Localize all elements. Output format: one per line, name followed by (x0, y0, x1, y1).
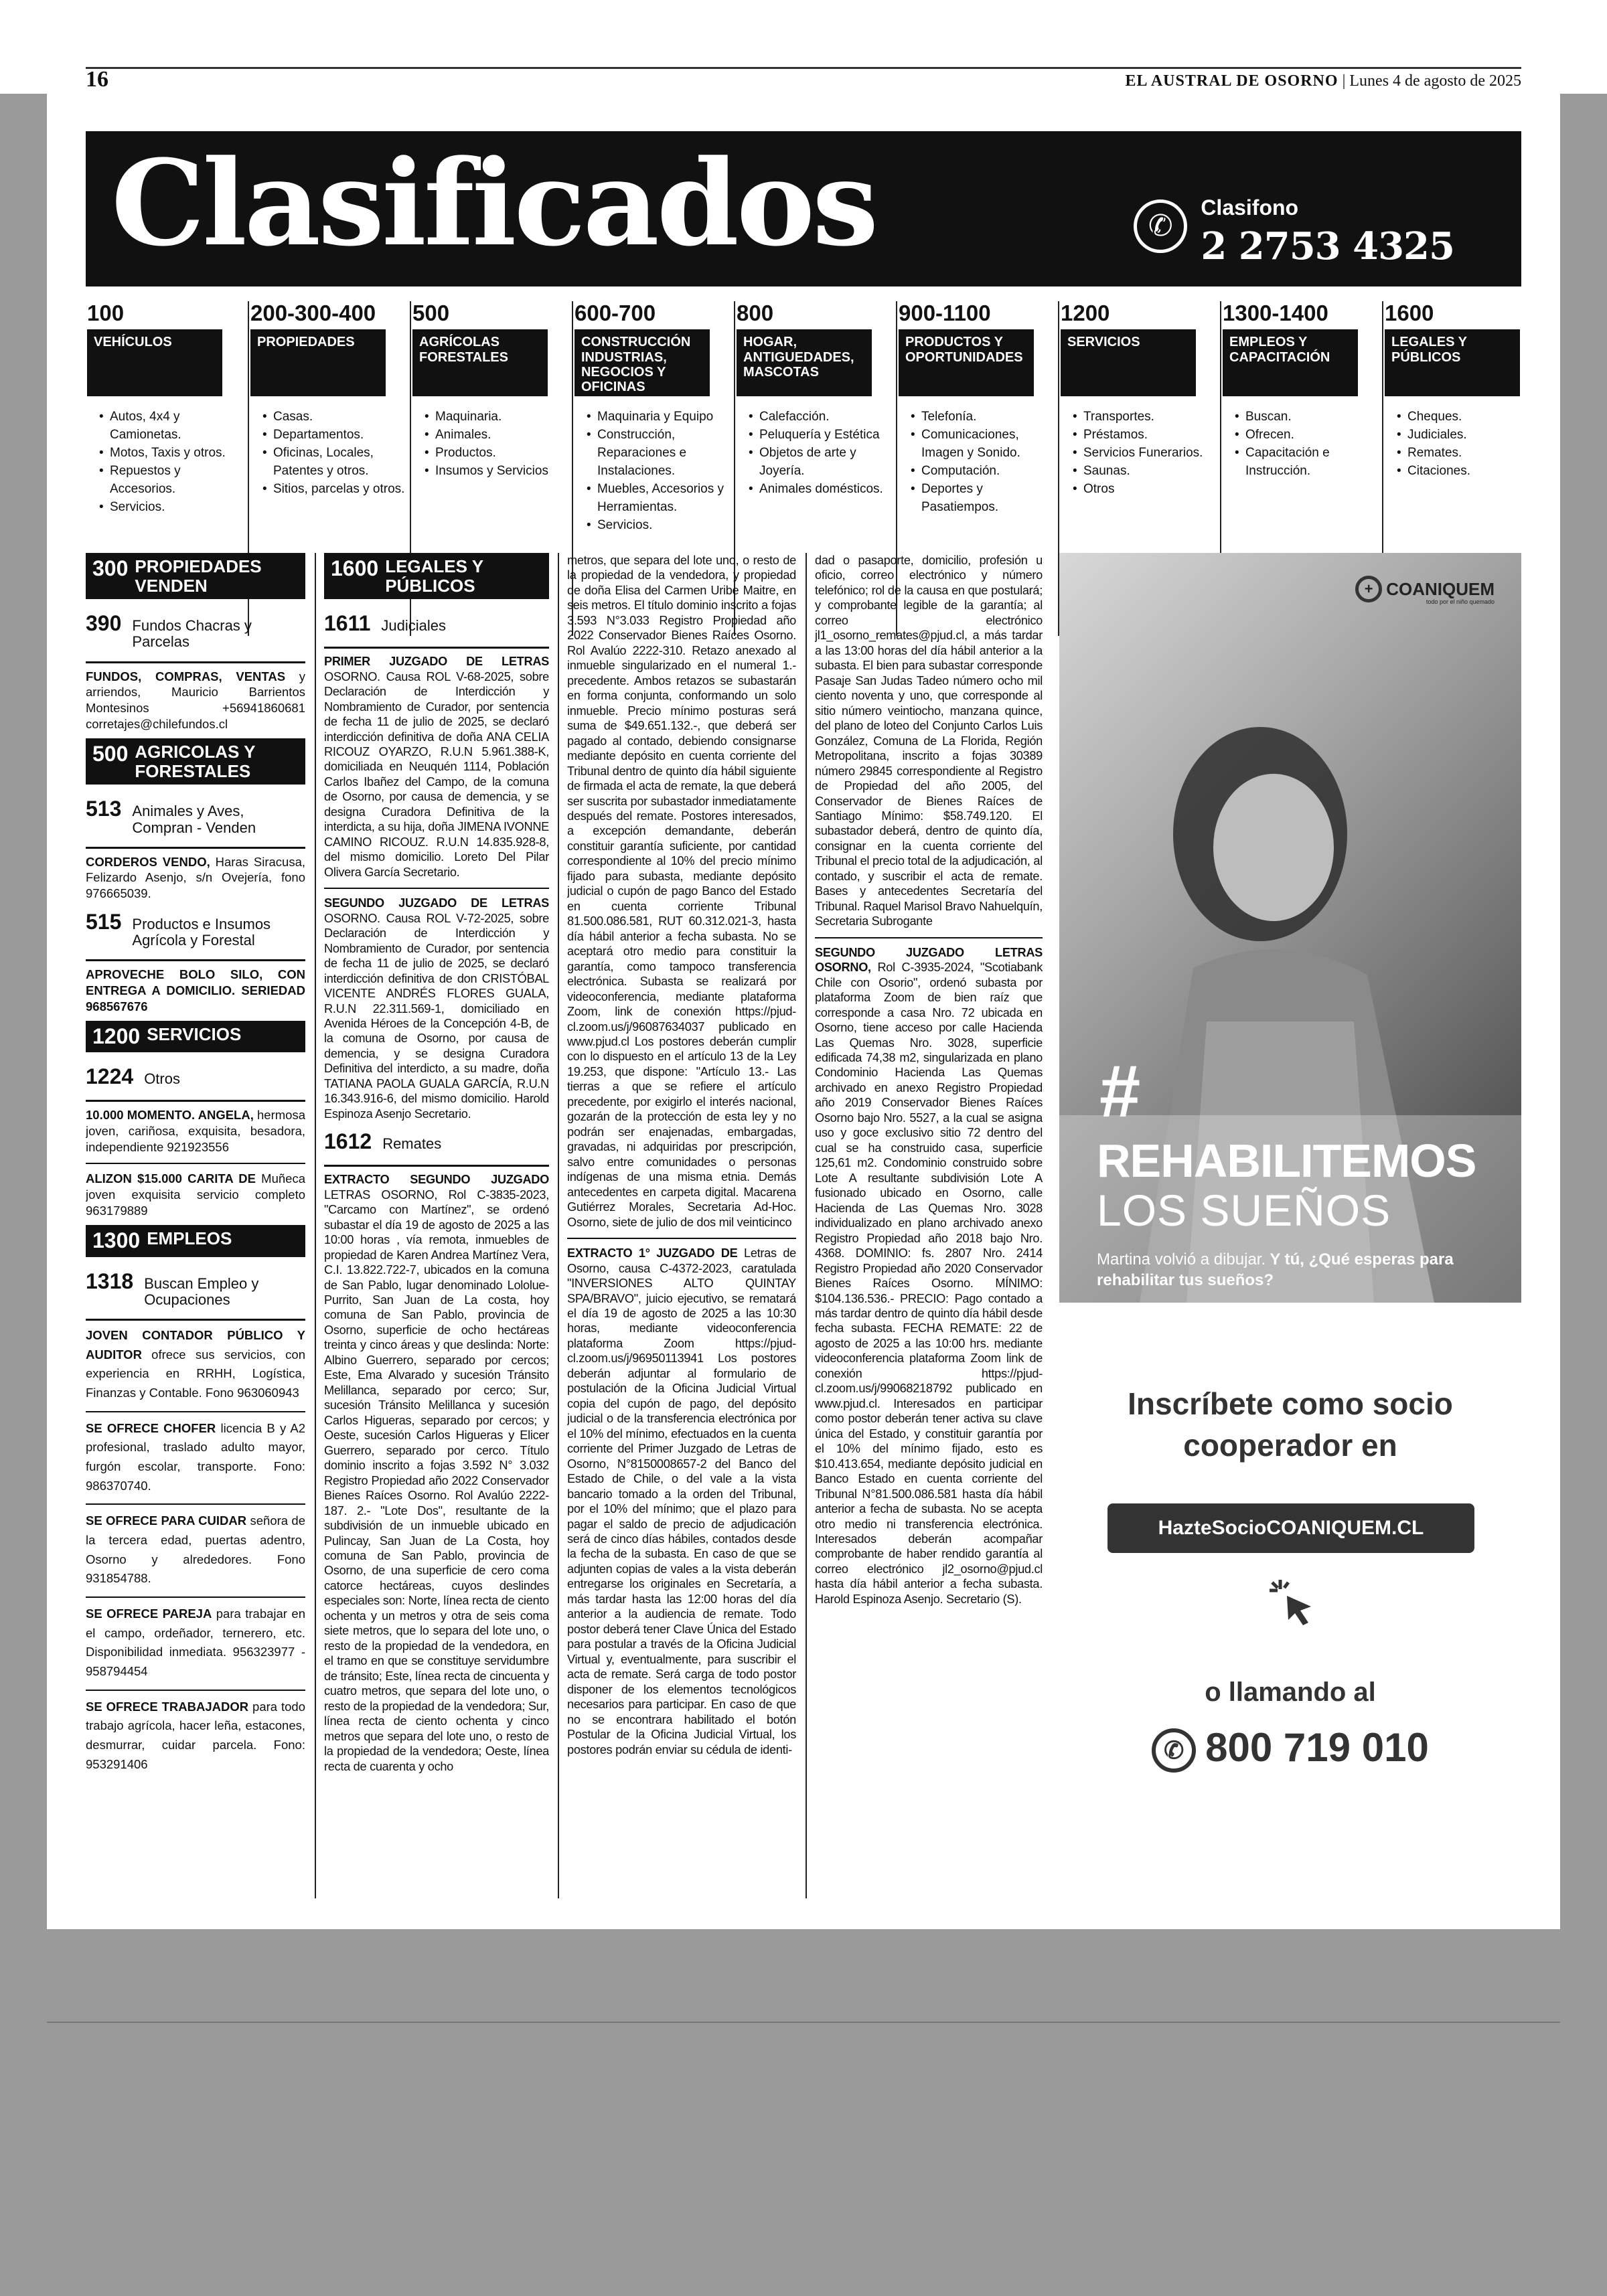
section-1600-header (324, 553, 549, 599)
classified-ad (86, 1326, 305, 1403)
category-items (735, 408, 896, 499)
divider (86, 847, 305, 849)
category-item: • Construcción, Reparaciones e Instalaciones. (587, 426, 734, 481)
section-label: EMPLEOS (147, 1228, 232, 1249)
subsection-label: Otros (144, 1070, 180, 1088)
brand-tagline: todo por el niño quemado (1426, 598, 1495, 605)
classifieds-banner (86, 131, 1521, 286)
ad-body: licencia B y A2 profesional, traslado adulto mayor, furgón escolar, transporte. Fono: 986370740. (86, 1420, 305, 1493)
ad-body: Muñeca joven exquisita servicio completo 963179889 (86, 1171, 305, 1218)
category-item: • Maquinaria. (425, 408, 572, 426)
legal-notice (324, 654, 549, 880)
clasifono-number[interactable]: 2 2753 4325 (1201, 224, 1454, 268)
legal-notice (815, 945, 1043, 1607)
classified-ad (86, 967, 305, 1014)
column-1 (86, 553, 305, 1912)
category-item: • Objetos de arte y Joyería. (749, 444, 896, 481)
divider (86, 1411, 305, 1412)
ad-lead: CORDEROS VENDO, (86, 854, 210, 869)
subsection-code: 515 (86, 909, 122, 934)
header-rule (86, 67, 1521, 69)
ad-invite: Inscríbete como socio cooperador en (1128, 1386, 1453, 1463)
classified-ad (86, 1107, 305, 1155)
subsection-390 (86, 611, 305, 650)
category-item: • Animales. (425, 426, 572, 444)
column-divider (315, 553, 316, 1898)
phone-icon: ✆ (1152, 1728, 1196, 1773)
ad-body: para todo trabajo agrícola, hacer leña, estacones, desmurrar, cuidar parcela. Fono: 953291406 (86, 1699, 305, 1771)
category-code: 900-1100 (899, 301, 991, 325)
legal-notice-continued: dad o pasaporte, domicilio, profesión u oficio, correo electrónico y número telefónico; rol de la causa en que postulará; y comprobante legible de la garantía; al correo electrónico jl1_osorno_remates@pjud.cl, a más tardar a las 13:00 horas del día hábil anterior a la subasta. El bien para subastar corresponde Pasaje San Judas Tadeo número ocho mil ciento noventa y uno, que corresponde al sitio número veintiocho, manzana quince, del plano de loteo del Conjunto Carlos Luis González, Comuna de La Florida, Región Metropolitana, inscrito a fojas 30389 número 29845 correspondiente al Registro de Propiedad del año 2005, del Conservador de Bienes Raíces de Santiago Mínimo: $58.749.120. El subastador deberá, dentro de quinto día, consignar en la cuenta corriente del Tribunal el precio total de la adjudicación, al contado, y suscribir el acta de remate. Bases y antecedentes Secretaría del Tribunal. Raquel Marisol Bravo Nahuelquín, Secretaria Subrogante (815, 554, 1043, 928)
category-item: • Muebles, Accesorios y Herramientas. (587, 481, 734, 517)
category-code: 200-300-400 (250, 301, 376, 325)
ad-lead: ALIZON $15.000 CARITA DE (86, 1171, 256, 1186)
legal-notice (567, 1246, 796, 1757)
category-item: • Departamentos. (262, 426, 410, 444)
notice-body: OSORNO. Causa ROL V-68-2025, sobre Declaración de Interdicción y Nombramiento de Curador, por sentencia de fecha 11 de julio de 2025, se declaró interdicción definitiva de doña ANA CELIA RICOUZ OYARZO, R.U.N 5.961.388-K, domiciliada en Neuquén 1114, Población Carlos Ibañez del Campo, de la comuna de Osorno, por causa de demencia, y se designa Curadora Definitiva de la interdicta, a su hija, doña JIMENA IVONNE CAMINO RICOUZ. R.U.N 14.835.928-8, del mismo domicilio. Loreto Del Pilar Olivera García Secretario. (324, 669, 549, 879)
legal-notice (324, 1172, 549, 1774)
category-item: • Telefonía. (911, 408, 1058, 426)
column-divider (558, 553, 559, 1898)
ad-lead: JOVEN CONTADOR PÚBLICO Y AUDITOR (86, 1328, 305, 1362)
subsection-code: 1224 (86, 1064, 134, 1089)
section-code: 300 (92, 556, 129, 580)
classified-ad (86, 854, 305, 902)
page-header (0, 0, 1607, 94)
category-code: 1300-1400 (1223, 301, 1328, 325)
category-items (249, 408, 410, 499)
subsection-1612 (324, 1129, 549, 1154)
clasifono-label: Clasifono (1201, 195, 1299, 220)
divider (324, 1165, 549, 1167)
section-label: PROPIEDADES VENDEN (135, 556, 262, 596)
category-item: • Sitios, parcelas y otros. (262, 481, 410, 499)
notice-body: LETRAS OSORNO, Rol C-3835-2023, "Carcamo con Martínez", se ordenó subastar el día 19 de agosto de 2025 a las 10:00 horas , vía remota, inmuebles de propiedad de Karen Andrea Martínez Vera, C.I. 13.822.722-7, ubicados en la comuna de San Pablo, lugar denominado Lololue- Purrito, San Juan de La costa, hoy comuna de San Pablo, provincia de Osorno, superficie de ocho hectáreas treinta y cinco áreas y que deslinda: Norte: Albino Guerrero, separado por cercos; Este, Ema Alvarado y sucesión Tránsito Melillanca, separado por cerco; Sur, sucesión Tránsito Melillanca y sucesión Carlos Higueras, separado por cercos; y Oeste, sucesión Carlos Higueras y Elicer Guerrero, separado por cerco. Título dominio inscrito a fojas 3.592 N° 3.032 Registro Propiedad año 2022 Conservador Bienes Raíces Osorno. Rol Avalúo 2222-187. 2.- "Lote Dos", resultante de la subdivisión de un inmueble ubicado en Pulincay, San Juan de La Costa, hoy comuna de San Pablo, provincia de Osorno, de una superficie de cero coma catorce hectáreas, cuyos deslindes especiales son: Norte, línea recta de ciento ochenta y un metros y otra de seis coma siete metros, que lo separa del lote uno, o resto de la propiedad de la vendedora, en el tramo en que se constituye servidumbre de tránsito; Este, línea recta de cincuenta y cuatro metros, que separa del lote uno, o resto de la propiedad de la vendedora; Sur, línea recta de ciento ochenta y cinco metros que separa del lote uno, o resto de la propiedad de la vendedora; Oeste, línea recta de cuarenta y ocho (324, 1187, 549, 1773)
category-item: • Otros (1073, 481, 1220, 499)
section-code: 1600 (331, 556, 379, 580)
subsection-515 (86, 910, 305, 949)
brand-name: COANIQUEM (1386, 578, 1495, 599)
caption-question: Y tú, ¿Qué esperas para rehabilitar tus sueños? (1097, 1250, 1454, 1290)
divider (567, 1238, 796, 1239)
newspaper-name: EL AUSTRAL DE OSORNO (1125, 72, 1338, 90)
section-1300-header (86, 1225, 305, 1256)
subsection-code: 1611 (324, 611, 371, 636)
notice-body: Letras de Osorno, causa C-4372-2023, caratulada "INVERSIONES ALTO QUINTAY SPA/BRAVO", juicio ejecutivo, se rematará el día 19 de agosto de 2025 a las 10:30 horas, mediante videoconferencia plataforma Zoom https://pjud-cl.zoom.us/j/96950113941 Los postores deberán adjuntar al formulario de postulación de la Oficina Judicial Virtual copia del cupón de pago, del depósito judicial o de la transferencia electrónica por el 10% del mínimo, efectuados en la cuenta corriente del Primer Juzgado de Letras de Osorno, N°8150008657-2 del Banco del Estado de Chile, o del vale a la vista bancario tomado a la orden del Tribunal, por el 10% del mínimo; que el plazo para pagar el saldo de precio de adjudicación será de cinco días hábiles, contados desde la fecha de la subasta. En caso de que se adjunten copias de vales a la vista deberán entregarse los originales en Secretaría, a más tardar hasta las 12:00 horas del día anterior a la audiencia de remate. Todo postor deberá tener Clave Única del Estado para postular a través de la Oficina Judicial Virtual y, eventualmente, para suscribir el acta de remate. Será carga de todo postor disponer de los elementos tecnológicos necesarios para participar. En caso de que no se encontrara habilitado el botón Postular de la Oficina Judicial Virtual, los postores podrán enviar su cédula de identi- (567, 1246, 796, 1756)
section-code: 1200 (92, 1024, 141, 1049)
category-item: • Buscan. (1235, 408, 1382, 426)
category-title: AGRÍCOLAS FORESTALES (412, 329, 548, 396)
legal-notice-continued: metros, que separa del lote uno, o resto de la propiedad de la vendedora, y propiedad de doña Elisa del Carmen Uribe Maitre, en seis metros. El título dominio inscrito a fojas 3.593 N°3.033 Registro Propiedad año 2022 Conservador Bienes Raíces Osorno. Rol Avalúo 2222-310. Retazo anexado al inmueble singularizado en el numeral 1.- precedente. Ambos retazos se subastarán en forma conjunta, conformando un solo inmueble. Precio mínimo posturas será suma de $49.651.132.-, que deberá ser pagado al contado, debiendo consignarse mediante depósito en cuenta corriente del Tribunal dentro de quinto día hábil siguiente de firmada el acta de remate, la que deberá ser suscrita por subastador inmediatamente después del remate. Postores interesados, a excepción demandante, deberán constituir garantía suficiente, por cantidad correspondiente al 10% del precio mínimo fijado para subasta, mediante depósito judicial o cupón de pago Banco del Estado en cuenta corriente Tribunal 81.500.086.581, RUT 60.312.021-3, hasta día hábil anterior a fecha subasta. No se aceptará otro medio para constituir la garantía, como tampoco transferencia electrónica. Subasta se realizará por videoconferencia, mediante plataforma Zoom, link de conexión https://pjud-cl.zoom.us/j/96087634037 publicado en www.pjud.cl Los postores deberán cumplir con lo dispuesto en el artículo 13 de la Ley 19.253, que dispone: "Artículo 13.- Las tierras a que se refiere el artículo precedente, por exigirlo el interés nacional, gozarán de la protección de esta ley y no podrán ser enajenadas, embargadas, gravadas, ni adquiridas por prescripción, salvo entre comunidades o personas indígenas de una misma etnia. Demás antecedentes en carpeta digital. Macarena Gutiérrez Morales, Secretaria Ad-Hoc. Osorno, siete de julio de dos mil veinticinco (567, 554, 796, 1229)
category-item: • Repuestos y Accesorios. (99, 463, 248, 499)
ad-body: hermosa joven, cariñosa, exquisita, besadora, independiente 921923556 (86, 1108, 305, 1154)
category-item: • Servicios Funerarios. (1073, 444, 1220, 463)
category-item: • Motos, Taxis y otros. (99, 444, 248, 463)
ad-headline-1: REHABILITEMOS (1097, 1135, 1476, 1187)
ad-lead: SE OFRECE PARA CUIDAR (86, 1513, 247, 1528)
category-items (86, 408, 248, 517)
newspaper-page (47, 94, 1560, 1929)
section-label: LEGALES Y PÚBLICOS (385, 556, 483, 596)
ad-photo (1059, 553, 1521, 1303)
subsection-label: Animales y Aves, Compran - Venden (132, 803, 256, 836)
caption-lead: Martina volvió a dibujar. (1097, 1250, 1266, 1268)
section-300-header (86, 553, 305, 599)
classified-ad (86, 1698, 305, 1775)
category-item: • Préstamos. (1073, 426, 1220, 444)
dateline: EL AUSTRAL DE OSORNO | Lunes 4 de agosto de 2025 (1125, 72, 1521, 90)
category-code: 500 (412, 301, 450, 325)
section-code: 500 (92, 742, 129, 766)
notice-lead: EXTRACTO 1° JUZGADO DE (567, 1246, 738, 1260)
category-item: • Computación. (911, 463, 1058, 481)
category-item: • Capacitación e Instrucción. (1235, 444, 1382, 481)
subsection-label: Fundos Chacras y Parcelas (132, 617, 252, 651)
phone-icon: ✆ (1134, 199, 1187, 253)
category-title: LEGALES Y PÚBLICOS (1385, 329, 1520, 396)
ad-phone-number[interactable]: 800 719 010 (1205, 1725, 1429, 1770)
ad-body: Haras Siracusa, Felizardo Asenjo, s/n Ovejería, fono 976665039. (86, 854, 305, 901)
section-1200-header (86, 1021, 305, 1052)
divider (86, 661, 305, 663)
category-item: • Casas. (262, 408, 410, 426)
page-number: 16 (86, 67, 108, 92)
section-500-header (86, 738, 305, 785)
category-title: CONSTRUCCIÓN INDUSTRIAS, NEGOCIOS Y OFICINAS (575, 329, 710, 396)
subsection-label: Remates (382, 1135, 442, 1153)
category-item: • Servicios. (587, 517, 734, 535)
category-item: • Oficinas, Locales, Patentes y otros. (262, 444, 410, 481)
category-code: 100 (87, 301, 125, 325)
category-item: • Autos, 4x4 y Camionetas. (99, 408, 248, 444)
classified-ad (86, 1605, 305, 1682)
category-item: • Maquinaria y Equipo (587, 408, 734, 426)
category-item: • Cheques. (1397, 408, 1544, 426)
category-items (1221, 408, 1382, 481)
category-title: HOGAR, ANTIGUEDADES, MASCOTAS (737, 329, 872, 396)
notice-lead: PRIMER JUZGADO DE LETRAS (324, 655, 549, 669)
column-4 (815, 553, 1043, 1912)
ad-caption (1097, 1249, 1472, 1291)
issue-date: Lunes 4 de agosto de 2025 (1349, 72, 1521, 90)
classified-ad (86, 669, 305, 732)
notice-lead: SEGUNDO JUZGADO LETRAS OSORNO, (815, 945, 1043, 975)
ad-phone (1059, 1724, 1521, 1773)
ad-lead: APROVECHE BOLO SILO, CON ENTREGA A DOMICILIO. SERIEDAD 968567676 (86, 967, 305, 1013)
divider (86, 1596, 305, 1598)
notice-body: OSORNO. Causa ROL V-72-2025, sobre Declaración de Interdicción y Nombramiento de Curador, por sentencia de fecha 11 de julio de 2025, se declaró interdicción definitiva de don CRISTÓBAL VICENTE ANDRÉS FLORES GUALA, R.U.N 22.311.569-1, domiciliado en Avenida Héroes de la Concepción 4-B, de la comuna de Osorno, por causa de demencia, y se designa Curadora Definitiva del interdicto, a su madre, doña TATIANA PAOLA GUALA GARCÍA, R.U.N 16.343.916-6, del mismo domicilio. Harold Espinoza Asenjo Secretario. (324, 911, 549, 1121)
column-divider (806, 553, 807, 1898)
notice-lead: EXTRACTO SEGUNDO JUZGADO (324, 1173, 549, 1187)
legal-notice (324, 896, 549, 1121)
subsection-code: 390 (86, 611, 122, 636)
divider (815, 937, 1043, 938)
subsection-1611 (324, 611, 549, 636)
ad-lead: SE OFRECE CHOFER (86, 1420, 216, 1435)
notice-body: Rol C-3935-2024, "Scotiabank Chile con Osorio", ordenó subasta por plataforma Zoom de bien raíz que corresponde a casa Nro. 72 ubicada en Osorno, tiene acceso por calle Hacienda Las Quemas Nro. 3028, superficie edificada 74,38 m2, singularizada en plano Condominio Hacienda Las Quemas archivado en anexo Registro Propiedad año 2019 Conservador Bienes Raíces Osorno bajo Nro. 5527, a la cual se asigna uso y goce exclusivo sitio 72 dentro del cual se ha construido casa, superficie 125,61 m2. Condominio construido sobre Lote A resultante subdivisión Lote A fusionado ubicado en Osorno, calle Hacienda de Las Quemas Nro. 3028 individualizado en plano archivado anexo Registro Propiedad año 2018 bajo Nro. 4368. DOMINIO: fs. 2807 Nro. 2414 Registro Propiedad año 2020 Conservador Bienes Raíces Osorno. MÍNIMO: $104.136.536.- PRECIO: Pago contado a más tardar dentro de quinto día hábil desde fecha subasta. FECHA REMATE: 22 de agosto de 2025 a las 10:00 hrs. mediante videoconferencia plataforma Zoom link de conexión https://pjud-cl.zoom.us/j/99068218792 publicado en www.pjud.cl. Interesados en participar como postor deberán tener activa su clave única del Estado, y constituir garantía por el 10% del mínimo fijado, esto es $10.413.654, mediante depósito judicial en Banco Estado en cuenta corriente del Tribunal N°81.500.086.581 hasta día hábil anterior a fecha de subasta. No se acepta otro medio ni transferencia electrónica. Interesados deberán acompañar comprobante de haber rendido garantía al correo electrónico jl2_osorno@pjud.cl hasta día hábil anterior a fecha subasta. Harold Espinoza Asenjo. Secretario (S). (815, 961, 1043, 1606)
ad-body: para trabajar en el campo, ordeñador, ternerero, etc. Disponibilidad inmediata. 956323977 - 958794454 (86, 1607, 305, 1679)
category-title: PRODUCTOS Y OPORTUNIDADES (899, 329, 1034, 396)
divider (86, 1503, 305, 1505)
subsection-code: 513 (86, 797, 122, 821)
category-items (1059, 408, 1220, 499)
category-title: PROPIEDADES (250, 329, 386, 396)
subsection-code: 1318 (86, 1268, 134, 1293)
category-item: • Saunas. (1073, 463, 1220, 481)
classified-ad (86, 1511, 305, 1588)
classified-ad (86, 1171, 305, 1218)
bottom-rule (47, 2022, 1560, 2023)
subsection-1224 (86, 1064, 305, 1089)
category-item: • Servicios. (99, 499, 248, 517)
category-title: EMPLEOS Y CAPACITACIÓN (1223, 329, 1358, 396)
category-item: • Insumos y Servicios (425, 463, 572, 481)
category-item: • Transportes. (1073, 408, 1220, 426)
column-2 (324, 553, 549, 1912)
subsection-label: Productos e Insumos Agrícola y Forestal (132, 915, 271, 949)
divider (86, 959, 305, 961)
subsection-1318 (86, 1269, 305, 1308)
category-items (897, 408, 1058, 517)
subsection-label: Buscan Empleo y Ocupaciones (144, 1275, 259, 1308)
ad-body: señora de la tercera edad, puertas adentro, Osorno y alrededores. Fono 931854788. (86, 1513, 305, 1586)
section-code: 1300 (92, 1228, 141, 1253)
category-item: • Citaciones. (1397, 463, 1544, 481)
category-item: • Judiciales. (1397, 426, 1544, 444)
divider (324, 888, 549, 889)
category-item: • Deportes y Pasatiempos. (911, 481, 1058, 517)
category-code: 1600 (1385, 301, 1434, 325)
ad-body: y arriendos, Mauricio Barrientos Montesinos +56941860681 corretajes@chilefundos.cl (86, 669, 305, 731)
ad-lead: 10.000 MOMENTO. ANGELA, (86, 1108, 254, 1123)
ad-headline-2: LOS SUEÑOS (1097, 1185, 1391, 1235)
section-title: Clasificados (111, 134, 876, 272)
subsection-code: 1612 (324, 1129, 372, 1154)
ad-lead: FUNDOS, COMPRAS, VENTAS (86, 669, 286, 683)
column-3 (567, 553, 796, 1912)
category-code: 800 (737, 301, 774, 325)
category-title: SERVICIOS (1061, 329, 1196, 396)
category-items (573, 408, 734, 535)
coaniquem-cross-icon: + (1355, 576, 1382, 602)
clasifono (1148, 195, 1454, 268)
cursor-click-icon (1267, 1577, 1320, 1631)
divider (86, 1163, 305, 1164)
category-code: 1200 (1061, 301, 1110, 325)
divider (86, 1100, 305, 1102)
category-items (411, 408, 572, 481)
subsection-513 (86, 797, 305, 835)
divider (86, 1690, 305, 1691)
subsection-label: Judiciales (381, 617, 447, 635)
ad-body: ofrece sus servicios, con experiencia en RRHH, Logística, Finanzas y Contable. Fono 963060943 (86, 1347, 305, 1400)
category-item: • Remates. (1397, 444, 1544, 463)
divider (86, 1319, 305, 1321)
section-label: AGRICOLAS Y FORESTALES (135, 742, 256, 781)
ad-lead: SE OFRECE PAREJA (86, 1607, 212, 1621)
category-item: • Comunicaciones, Imagen y Sonido. (911, 426, 1058, 463)
divider (324, 647, 549, 649)
category-item: • Productos. (425, 444, 572, 463)
coaniquem-logo (1355, 576, 1495, 605)
ad-lead: SE OFRECE TRABAJADOR (86, 1699, 249, 1714)
category-item: • Ofrecen. (1235, 426, 1382, 444)
category-items (1383, 408, 1544, 481)
ad-or-call: o llamando al (1205, 1677, 1376, 1707)
notice-lead: SEGUNDO JUZGADO DE LETRAS (324, 896, 549, 910)
coaniquem-advertisement (1059, 553, 1521, 1912)
category-item: • Calefacción. (749, 408, 896, 426)
hashtag-symbol: # (1099, 1050, 1141, 1133)
category-title: VEHÍCULOS (87, 329, 222, 396)
classified-ad (86, 1419, 305, 1496)
section-label: SERVICIOS (147, 1024, 242, 1045)
category-item: • Peluquería y Estética (749, 426, 896, 444)
category-item: • Animales domésticos. (749, 481, 896, 499)
category-code: 600-700 (575, 301, 656, 325)
signup-link-button[interactable]: HazteSocioCOANIQUEM.CL (1107, 1503, 1474, 1553)
